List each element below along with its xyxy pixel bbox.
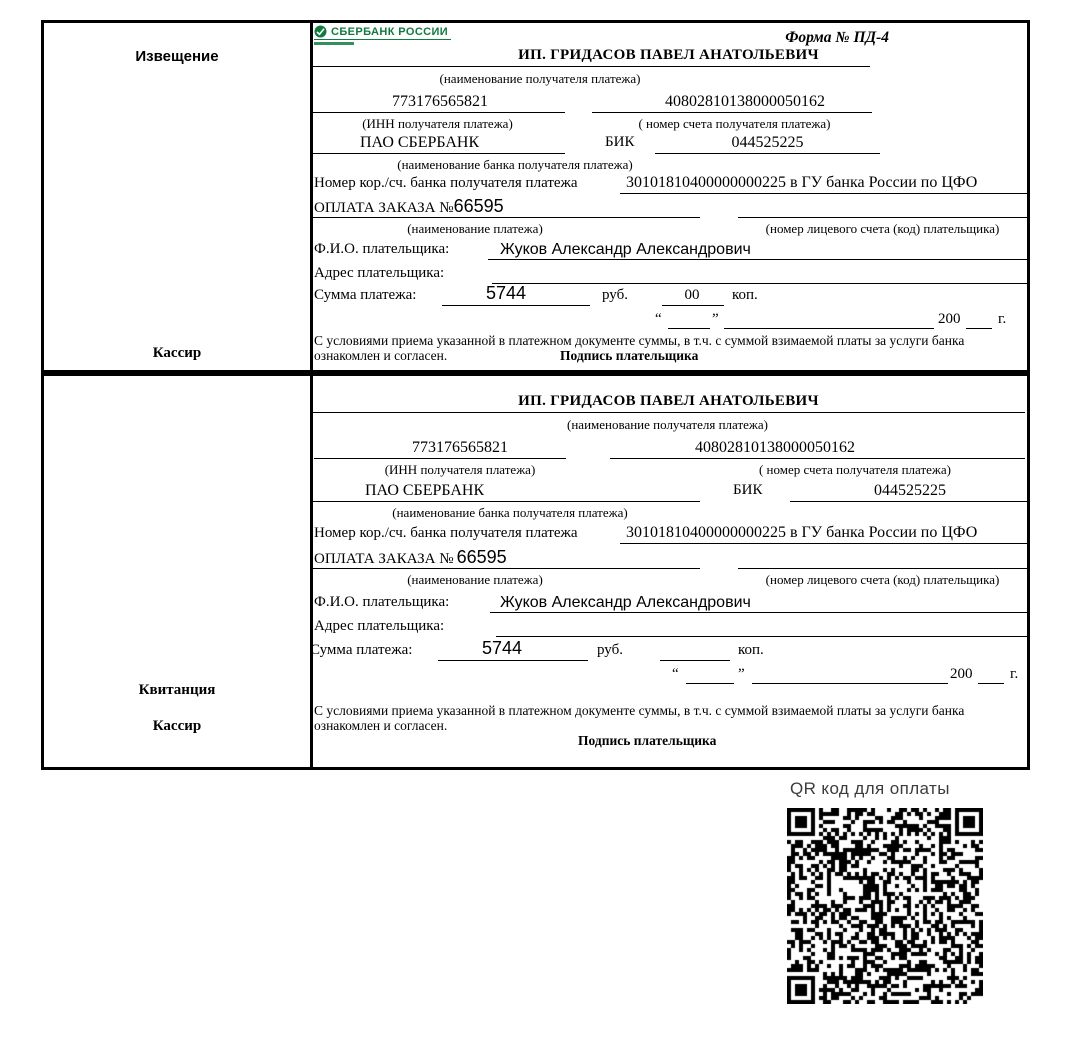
payer-address-label: Адрес плательщика:	[314, 618, 445, 634]
payment-prefix: ОПЛАТА ЗАКАЗА №	[314, 200, 454, 216]
date-quote-open: “	[655, 311, 662, 327]
recipient-name: ИП. ГРИДАСОВ ПАВЕЛ АНАТОЛЬЕВИЧ	[518, 47, 819, 63]
receipt-side-column	[44, 376, 313, 767]
personal-account-hint: (номер лицевого счета (код) плательщика)	[765, 221, 1000, 236]
field-underline	[310, 112, 565, 113]
inn-value: 773176565821	[392, 93, 488, 110]
inn-hint: (ИНН получателя платежа)	[362, 116, 513, 131]
sum-rub-value: 5744	[485, 283, 527, 303]
field-underline	[438, 660, 588, 661]
payer-fio-label: Ф.И.О. плательщика:	[314, 594, 450, 610]
year-prefix: 200	[938, 311, 961, 327]
date-month-underline	[752, 683, 948, 684]
sum-rub-value: 5744	[481, 638, 523, 658]
field-underline	[610, 458, 1025, 459]
inn-hint: (ИНН получателя платежа)	[384, 462, 536, 477]
side-title-notice: Извещение	[135, 48, 219, 65]
recipient-name: ИП. ГРИДАСОВ ПАВЕЛ АНАТОЛЬЕВИЧ	[518, 393, 819, 409]
notice-content	[310, 23, 1027, 370]
notice-side-column	[44, 23, 313, 370]
year-prefix: 200	[950, 666, 973, 682]
recipient-hint: (наименование получателя платежа)	[567, 417, 768, 432]
notice-section	[41, 20, 1030, 373]
payer-signature-label: Подпись плательщика	[560, 348, 699, 363]
sberbank-logo-text: СБЕРБАНК РОССИИ	[331, 25, 449, 38]
side-footer-cashier: Кассир	[152, 718, 202, 734]
payer-fio-value: Жуков Александр Александрович	[500, 594, 751, 611]
inn-value: 773176565821	[412, 439, 508, 456]
qr-code	[787, 808, 983, 1004]
bik-value: 044525225	[731, 134, 804, 151]
account-value: 40802810138000050162	[695, 439, 855, 456]
corr-label: Номер кор./сч. банка получателя платежа	[314, 525, 578, 541]
qr-code-label: QR код для оплаты	[790, 779, 950, 798]
payment-prefix: ОПЛАТА ЗАКАЗА №	[314, 551, 454, 567]
year-suffix: г.	[1010, 666, 1019, 682]
logo-tagline-bar	[314, 42, 354, 45]
field-underline	[620, 193, 1027, 194]
bank-hint: (наименование банка получателя платежа)	[392, 505, 628, 520]
field-underline	[662, 305, 724, 306]
bik-value: 044525225	[874, 482, 946, 499]
receipt-content	[310, 376, 1027, 767]
date-day-underline	[668, 328, 710, 329]
kop-label: коп.	[738, 642, 764, 658]
date-day-underline	[686, 683, 734, 684]
field-underline	[310, 501, 700, 502]
sum-label: Сумма платежа:	[314, 287, 417, 303]
account-hint: ( номер счета получателя платежа)	[758, 462, 952, 477]
year-underline	[966, 328, 992, 329]
field-underline	[738, 217, 1027, 218]
date-month-underline	[724, 328, 934, 329]
sberbank-logo-icon	[314, 25, 327, 38]
order-number: 66595	[456, 547, 507, 567]
recipient-hint: (наименование получателя платежа)	[439, 71, 641, 86]
payer-signature-label: Подпись плательщика	[578, 733, 717, 748]
payer-address-label: Адрес плательщика:	[314, 265, 445, 281]
sberbank-logo	[314, 25, 451, 40]
field-underline	[620, 543, 1027, 544]
bank-name: ПАО СБЕРБАНК	[365, 482, 485, 499]
field-underline	[488, 259, 1027, 260]
year-suffix: г.	[998, 311, 1007, 327]
field-underline	[310, 568, 700, 569]
order-number: 66595	[453, 196, 504, 216]
field-underline	[496, 636, 1027, 637]
rub-label: руб.	[602, 287, 628, 303]
agreement-line-2: ознакомлен и согласен.	[314, 718, 448, 733]
field-underline	[310, 217, 700, 218]
bank-name: ПАО СБЕРБАНК	[360, 134, 480, 151]
field-underline	[314, 458, 566, 459]
field-underline	[492, 283, 1027, 284]
field-underline	[592, 112, 872, 113]
side-title-receipt: Квитанция	[138, 682, 216, 698]
payer-fio-label: Ф.И.О. плательщика:	[314, 241, 450, 257]
corr-value: 30101810400000000225 в ГУ банка России по ЦФО	[626, 524, 978, 541]
corr-value: 30101810400000000225 в ГУ банка России по ЦФО	[626, 174, 978, 191]
field-underline	[310, 66, 870, 67]
agreement-line-2: ознакомлен и согласен.	[314, 348, 448, 363]
form-number: Форма № ПД-4	[785, 29, 889, 46]
side-footer-cashier: Кассир	[152, 345, 202, 361]
personal-account-hint: (номер лицевого счета (код) плательщика)	[765, 572, 1000, 587]
payer-fio-value: Жуков Александр Александрович	[500, 241, 751, 258]
agreement-line-1: С условиями приема указанной в платежном документе суммы, в т.ч. с суммой взимаемой платы за услуги банка	[314, 703, 965, 718]
field-underline	[660, 660, 730, 661]
field-underline	[490, 612, 1027, 613]
account-value: 40802810138000050162	[665, 93, 825, 110]
payment-hint: (наименование платежа)	[407, 572, 543, 587]
bik-label: БИК	[605, 134, 635, 150]
payment-name	[314, 196, 504, 217]
agreement-line-1: С условиями приема указанной в платежном документе суммы, в т.ч. с суммой взимаемой платы за услуги банка	[314, 333, 965, 348]
field-underline	[790, 501, 1027, 502]
date-quote-open: “	[672, 666, 679, 682]
kop-label: коп.	[732, 287, 758, 303]
corr-label: Номер кор./сч. банка получателя платежа	[314, 175, 578, 191]
bank-hint: (наименование банка получателя платежа)	[397, 157, 633, 172]
field-underline	[310, 153, 565, 154]
field-underline	[655, 153, 880, 154]
year-underline	[978, 683, 1004, 684]
payment-name	[314, 547, 507, 568]
receipt-section	[41, 373, 1030, 770]
rub-label: руб.	[597, 642, 623, 658]
sum-kop-value: 00	[684, 287, 700, 303]
field-underline	[442, 305, 590, 306]
payment-hint: (наименование платежа)	[407, 221, 543, 236]
account-hint: ( номер счета получателя платежа)	[638, 116, 831, 131]
date-quote-close: ”	[738, 666, 745, 682]
sum-label: Сумма платежа:	[310, 642, 413, 658]
date-quote-close: ”	[712, 311, 719, 327]
field-underline	[738, 568, 1027, 569]
field-underline	[310, 412, 1025, 413]
bik-label: БИК	[733, 482, 763, 498]
